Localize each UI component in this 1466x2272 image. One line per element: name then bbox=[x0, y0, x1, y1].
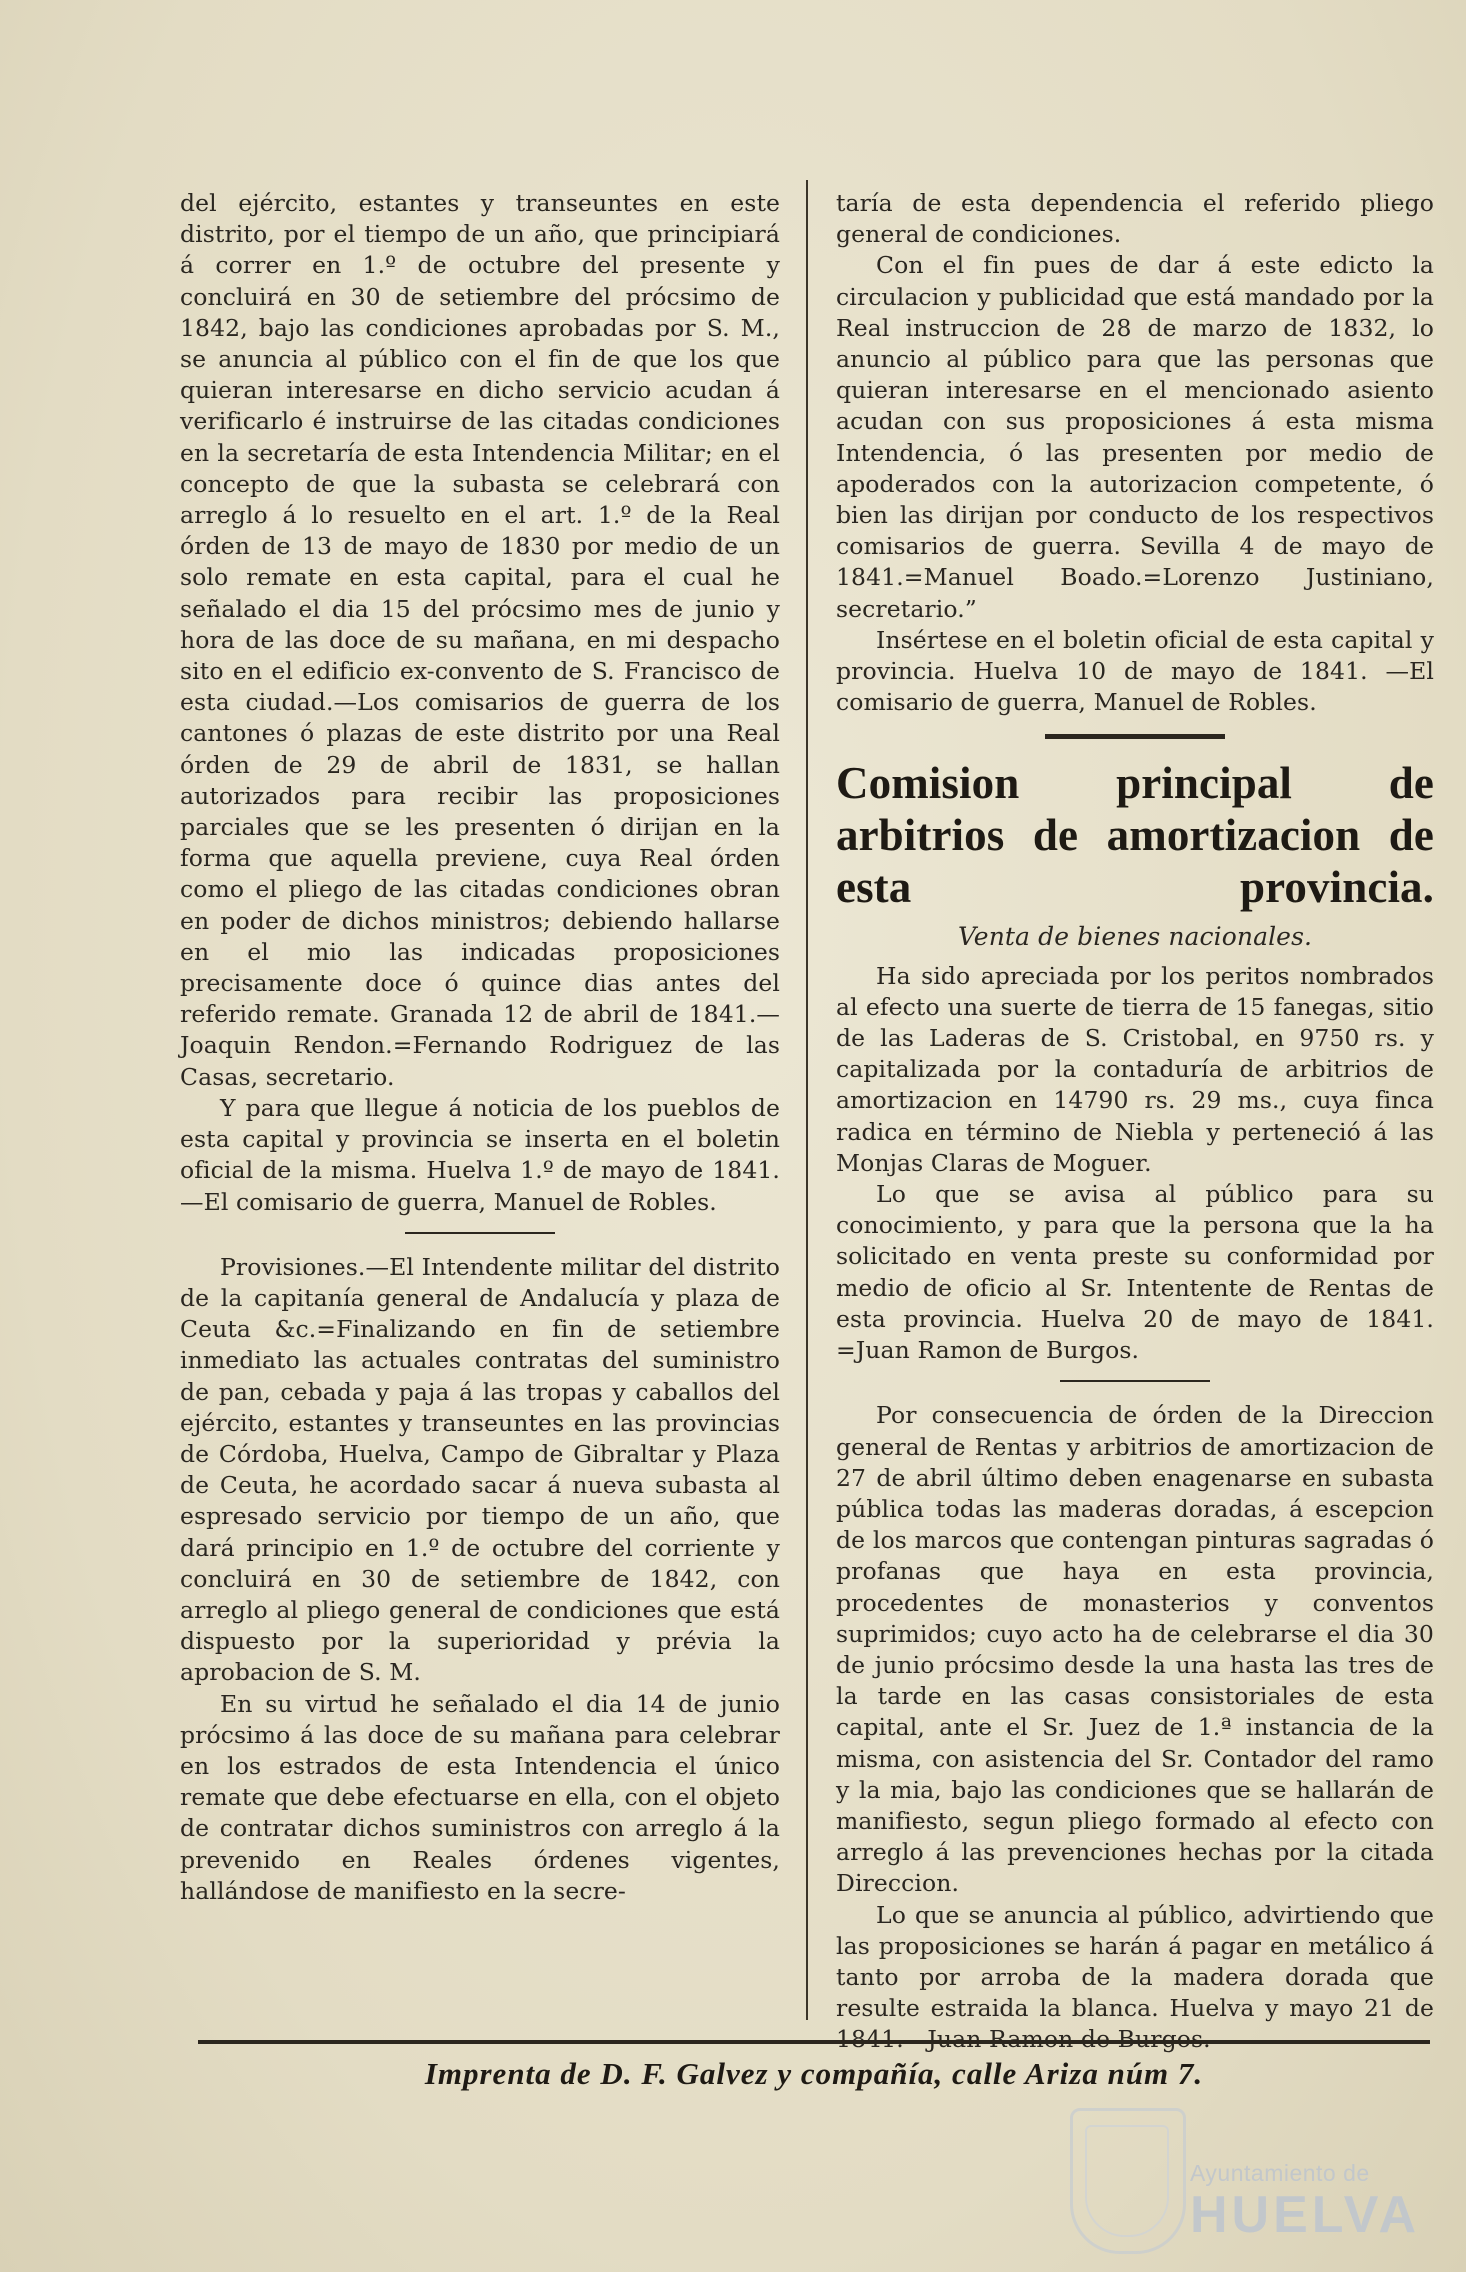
section-heading: Venta de bienes nacionales. bbox=[957, 922, 1313, 952]
shield-inner bbox=[1085, 2125, 1169, 2237]
paragraph: Con el fin pues de dar á este edicto la circulacion y publicidad que está mandado por la Real instruccion de 28 de marzo de 1832, lo anuncio al público para que las personas que quieran interesarse en el mencionado asiento acudan con sus proposiciones á esta misma Intendencia, ó las presenten por medio de apoderados con la autorizacion competente, ó bien las dirijan por conducto de los respectivos comisarios de guerra. Sevilla 4 de mayo de 1841.=Manuel Boado.=Lorenzo Justiniano, secretario.” bbox=[836, 251, 1434, 623]
column-divider bbox=[806, 180, 808, 2020]
paragraph: taría de esta dependencia el referido pliego general de condiciones. bbox=[836, 189, 1434, 249]
watermark-shield-icon bbox=[1070, 2108, 1186, 2254]
paragraph: Lo que se anuncia al público, advirtiendo que las proposiciones se harán á pagar en metálico á tanto por arroba de la madera dorada que resulte estraida la blanca. Huelva y mayo 21 de bbox=[836, 1900, 1434, 2023]
divider bbox=[1060, 1380, 1210, 1382]
section-title: Comision principal de arbitrios de amortizacion de esta provincia. bbox=[836, 758, 1434, 913]
paragraph: Lo que se avisa al público para su conocimiento, y para que la persona que la ha solicitado en venta preste su conformidad por medio de oficio al Sr. Intentente de Rentas de esta provincia. Huelva 20 de mayo de 1841. =Juan Ramon de Burgos. bbox=[836, 1180, 1434, 1365]
left-column bbox=[180, 188, 780, 1907]
paragraph: Ha sido apreciada por los peritos nombrados al efecto una suerte de tierra de 15 fanegas, sitio de las Laderas de S. Cristobal, en 9750 rs. y capitalizada por la contaduría de arbitrios de amortizacion en 14790 rs. 29 ms., cuya finca radica en término de Niebla y perteneció á las Monjas Claras de Moguer. bbox=[836, 961, 1434, 1177]
paragraph: del ejército, estantes y transeuntes en este distrito, por el tiempo de un año, que principiará á correr en 1.º de octubre del presente y concluirá en 30 de setiembre del prócsimo de 1842, bajo las condiciones aprobadas por S. M., se anuncia al público con el fin de que los que quieran interesarse en dicho servicio acudan á verificarlo é instruirse de las citadas condiciones en la secretaría de esta Intendencia Militar; en el concepto de que la subasta se celebrará con arreglo á lo resuelto en el art. 1.º de la Real órden de 13 de mayo de 1830 por medio de un solo remate en esta capital, para el cual he señalado el dia 15 del prócsimo mes de junio y hora de las doce de su mañana, en mi despacho sito en el edificio ex-convento de S. Francisco de esta ciudad.—Los comisarios de guerra de los cantones ó plazas de este distrito por una Real órden de 29 de abril de 1831, se hallan autorizados para recibir las proposiciones parciales que se les presenten ó dirijan en la forma que aquella previene, cuya Real órden como el pliego de las citadas condiciones obran en poder de dichos ministros; debiendo hallarse en el mio las indicadas proposiciones precisamente doce ó quince dias antes del referido remate. Granada 12 de abril de 1841.—Joaquin Rendon.=Fernando Rodriguez de las Casas, secretario. bbox=[180, 189, 780, 1091]
paragraph: Provisiones.—El Intendente militar del distrito de la capitanía general de Andalucía y plaza de Ceuta &c.=Finalizando en fin de setiembre inmediato las actuales contratas del suministro de pan, cebada y paja á las tropas y caballos del ejército, estantes y transeuntes en las provincias de Córdoba, Huelva, Campo de Gibraltar y Plaza de Ceuta, he acordado sacar á nueva subasta al espresado servicio por tiempo de un año, que dará principio en 1.º de octubre del corriente y concluirá en 30 de setiembre de 1842, con arreglo al pliego general de condiciones que está dispuesto por la superioridad y prévia la aprobacion de S. M. bbox=[180, 1252, 780, 1687]
right-column bbox=[836, 188, 1434, 2056]
divider bbox=[405, 1232, 555, 1234]
paragraph: Insértese en el boletin oficial de esta capital y provincia. Huelva 10 de mayo de 1841. —El comisario de guerra, Manuel de Robles. bbox=[836, 625, 1434, 717]
divider bbox=[1045, 734, 1225, 739]
printer-imprint: Imprenta de D. F. Galvez y compañía, calle Ariza núm 7. bbox=[424, 2056, 1204, 2091]
watermark-line1: Ayuntamiento de bbox=[1190, 2160, 1370, 2186]
paragraph: Y para que llegue á noticia de los pueblos de esta capital y provincia se inserta en el boletin oficial de la misma. Huelva 1.º de mayo de 1841.—El comisario de guerra, Manuel de Robles. bbox=[180, 1093, 780, 1216]
footer-rule bbox=[198, 2040, 1430, 2044]
paragraph: Por consecuencia de órden de la Direccion general de Rentas y arbitrios de amortizacion de 27 de abril último deben enagenarse en subasta pública todas las maderas doradas, á escepcion de los marcos que contengan pinturas sagradas ó profanas que haya en esta provincia, procedentes de monasterios y conventos suprimidos; cuyo acto ha de celebrarse el dia 30 de junio prócsimo desde la una hasta las tres de la tarde en las casas consistoriales de esta capital, ante el Sr. Juez de 1.ª instancia de la misma, con asistencia del Sr. Contador del ramo y la mia, bajo las condiciones que se hallarán de manifiesto, segun pliego formado al efecto con arreglo á las prevenciones hechas por la citada Direccion. bbox=[836, 1401, 1434, 1898]
paragraph: En su virtud he señalado el dia 14 de junio prócsimo á las doce de su mañana para celebrar en los estrados de esta Intendencia el único remate que debe efectuarse en ella, con el objeto de contratar dichos suministros con arreglo á la prevenido en Reales órdenes vigentes, hallándose de manifiesto en la secre- bbox=[180, 1689, 780, 1905]
watermark-line2: HUELVA bbox=[1190, 2186, 1421, 2244]
watermark bbox=[1190, 2160, 1420, 2243]
